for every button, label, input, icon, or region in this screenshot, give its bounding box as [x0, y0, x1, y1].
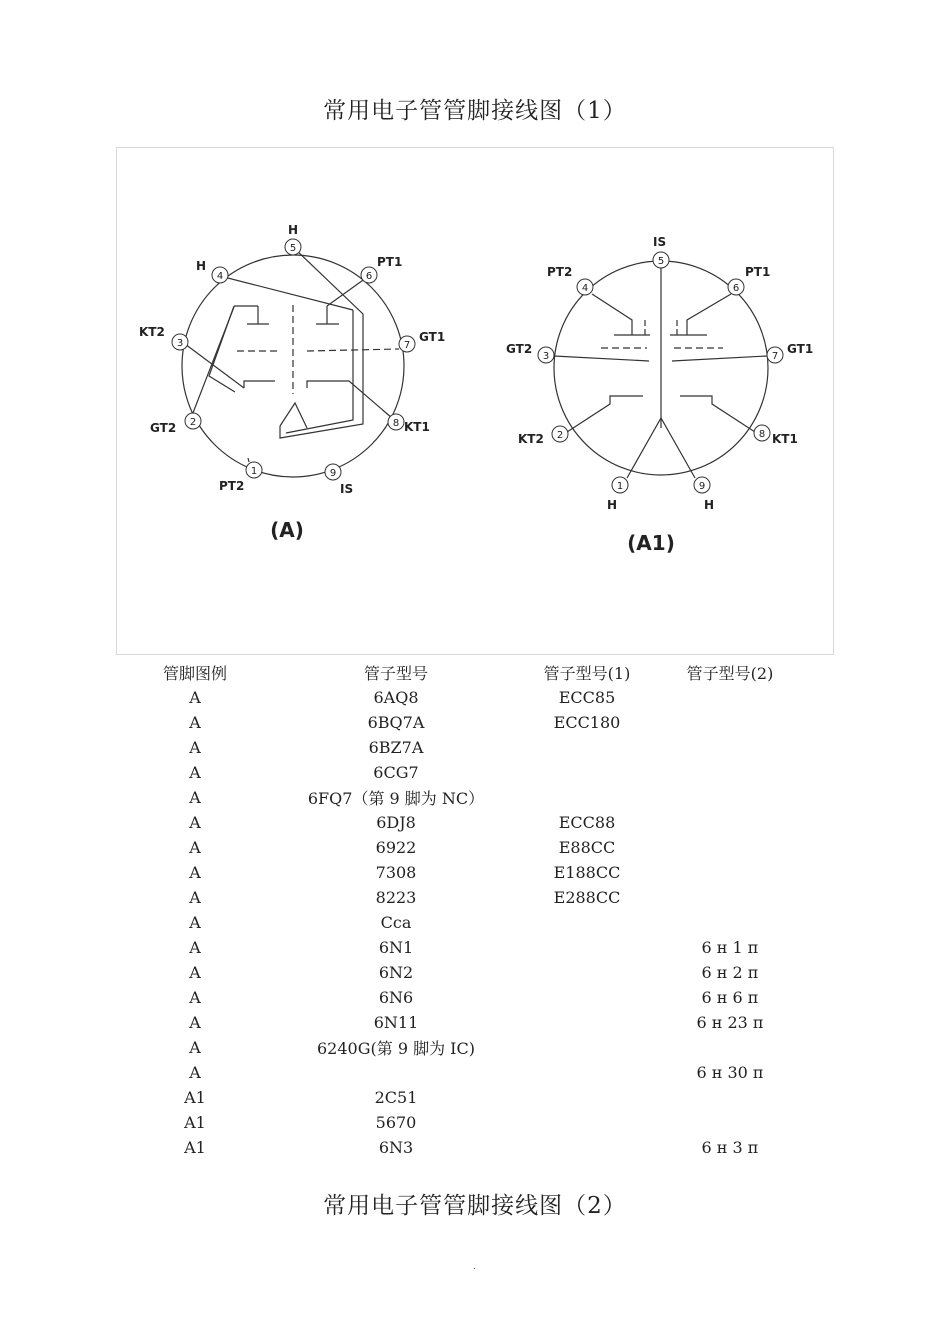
- pin-a1-3-label: GT2: [506, 342, 533, 356]
- table-cell: Cca: [380, 913, 412, 932]
- pin-a1-5-label: IS: [653, 235, 667, 249]
- table-row: [126, 835, 814, 860]
- table-cell: [528, 1035, 646, 1060]
- table-row: [126, 910, 814, 935]
- table-cell: [646, 760, 814, 785]
- table-cell: [646, 1110, 814, 1135]
- pin-a-8: [388, 414, 404, 430]
- table-cell: A: [189, 988, 201, 1007]
- pin-a-4: [212, 267, 228, 283]
- pin-a-4-label: H: [196, 259, 207, 273]
- pin-a-1: [246, 462, 262, 478]
- pin-a1-7-label: GT1: [787, 342, 814, 356]
- table-cell: 7308: [375, 863, 417, 882]
- pin-a-6-label: PT1: [377, 255, 403, 269]
- table-cell: A: [189, 813, 201, 832]
- pin-a1-2: [552, 426, 568, 442]
- table-cell: A: [189, 863, 201, 882]
- pin-a-1-label: PT2: [219, 479, 245, 493]
- table-cell: 6240G(第 9 脚为 IC): [317, 1039, 475, 1058]
- pin-a1-1: [612, 477, 628, 493]
- svg-text:6: 6: [732, 283, 740, 294]
- table-cell: ECC88: [558, 813, 616, 832]
- table-cell: 6CG7: [373, 763, 419, 782]
- table-cell: A: [189, 763, 201, 782]
- table-cell: A: [189, 888, 201, 907]
- table-cell: [528, 935, 646, 960]
- table-cell: A: [189, 1038, 201, 1057]
- pin-a1-4: [577, 279, 593, 295]
- table-row: [126, 685, 814, 710]
- pin-a-6: [361, 267, 377, 283]
- svg-text:2: 2: [189, 417, 197, 428]
- table-row: [126, 985, 814, 1010]
- table-cell: [528, 985, 646, 1010]
- table-cell: [646, 710, 814, 735]
- table-cell: 6922: [375, 838, 417, 857]
- table-cell: A1: [184, 1138, 206, 1157]
- table-cell: [528, 1010, 646, 1035]
- table-cell: [528, 1060, 646, 1085]
- pin-a1-8: [754, 425, 770, 441]
- table-cell: 6BQ7A: [367, 713, 425, 732]
- table-row: [126, 1035, 814, 1060]
- table-cell: 5670: [375, 1113, 417, 1132]
- svg-text:3: 3: [542, 351, 550, 362]
- header-tube-model-1: 管子型号(1): [543, 664, 631, 683]
- table-cell: 6 н 30 п: [696, 1063, 764, 1082]
- table-cell: 6N1: [378, 938, 414, 957]
- table-cell: [646, 860, 814, 885]
- table-cell: ECC180: [553, 713, 621, 732]
- table-cell: A: [189, 713, 201, 732]
- svg-text:5: 5: [289, 243, 297, 254]
- diagram-a-caption: (A): [270, 518, 304, 542]
- table-cell: 6N3: [378, 1138, 414, 1157]
- pin-a1-2-label: KT2: [518, 432, 544, 446]
- pin-a1-6-label: PT1: [745, 265, 771, 279]
- page-title-1: 常用电子管管脚接线图（1）: [323, 98, 627, 124]
- table-cell: 8223: [375, 888, 417, 907]
- table-cell: A: [189, 963, 201, 982]
- header-pin-diagram: 管脚图例: [162, 664, 227, 683]
- table-cell: [528, 735, 646, 760]
- table-header-row: [126, 660, 814, 685]
- table-cell: [646, 910, 814, 935]
- table-cell: [528, 760, 646, 785]
- table-cell: A: [189, 1063, 201, 1082]
- pin-a1-7: [767, 347, 783, 363]
- table-cell: 6AQ8: [373, 688, 419, 707]
- diagram-a1: [506, 235, 813, 555]
- table-cell: A: [189, 938, 201, 957]
- pin-a-7-label: GT1: [419, 330, 446, 344]
- pin-a1-8-label: KT1: [772, 432, 798, 446]
- page-title-2: 常用电子管管脚接线图（2）: [323, 1193, 627, 1219]
- table-cell: 6DJ8: [376, 813, 416, 832]
- table-cell: 6 н 2 п: [701, 963, 759, 982]
- pin-a-9-label: IS: [340, 482, 354, 496]
- table-body: [126, 685, 814, 1160]
- table-cell: E288CC: [553, 888, 621, 907]
- pin-a1-5: [653, 252, 669, 268]
- table-row: [126, 1010, 814, 1035]
- table-cell: [528, 1135, 646, 1160]
- table-cell: [528, 785, 646, 810]
- table-cell: [528, 1085, 646, 1110]
- table-cell: [528, 910, 646, 935]
- svg-text:7: 7: [403, 340, 411, 351]
- svg-text:4: 4: [581, 283, 589, 294]
- table-cell: [646, 835, 814, 860]
- header-tube-model-2: 管子型号(2): [686, 664, 774, 683]
- table-row: [126, 1110, 814, 1135]
- table-cell: [646, 685, 814, 710]
- pin-a-5-label: H: [288, 223, 299, 237]
- table-cell: 6 н 1 п: [701, 938, 759, 957]
- pin-a1-4-label: PT2: [547, 265, 573, 279]
- svg-text:9: 9: [329, 468, 337, 479]
- table-cell: A: [189, 1013, 201, 1032]
- pin-a-5: [285, 239, 301, 255]
- table-cell: [646, 735, 814, 760]
- table-row: [126, 860, 814, 885]
- table-cell: A: [189, 688, 201, 707]
- table-cell: [646, 785, 814, 810]
- table-row: [126, 1085, 814, 1110]
- table-row: [126, 885, 814, 910]
- svg-text:1: 1: [616, 481, 624, 492]
- svg-text:1: 1: [250, 466, 258, 477]
- pinout-diagrams: [117, 148, 835, 656]
- table-cell: 6 н 3 п: [701, 1138, 759, 1157]
- table-cell: [528, 1110, 646, 1135]
- table-cell: 6FQ7（第 9 脚为 NC）: [307, 789, 485, 808]
- table-cell: A: [189, 838, 201, 857]
- footer-mark: .: [473, 1262, 476, 1271]
- table-cell: A1: [184, 1113, 206, 1132]
- table-cell: 6BZ7A: [368, 738, 424, 757]
- pin-a-3: [172, 334, 188, 350]
- pin-a-9: [325, 464, 341, 480]
- header-tube-model: 管子型号: [363, 664, 428, 683]
- table-cell: [646, 1085, 814, 1110]
- table-cell: 6 н 6 п: [701, 988, 759, 1007]
- svg-text:8: 8: [758, 429, 766, 440]
- table-row: [126, 935, 814, 960]
- diagram-a: [139, 223, 445, 542]
- pin-a1-3: [538, 347, 554, 363]
- svg-text:3: 3: [176, 338, 184, 349]
- svg-text:5: 5: [657, 256, 665, 267]
- svg-text:8: 8: [392, 418, 400, 429]
- pin-a-2-label: GT2: [150, 421, 177, 435]
- table-row: [126, 735, 814, 760]
- table-cell: 6N2: [378, 963, 414, 982]
- table-row: [126, 785, 814, 810]
- table-cell: [528, 960, 646, 985]
- diagram-a1-caption: (A1): [627, 531, 675, 555]
- pin-a-8-label: KT1: [404, 420, 430, 434]
- pin-a-2: [185, 413, 201, 429]
- table-cell: ECC85: [558, 688, 616, 707]
- table-cell: [264, 1060, 528, 1085]
- pin-a-7: [399, 336, 415, 352]
- pinout-figure: [116, 147, 834, 655]
- table-cell: 6N11: [373, 1013, 419, 1032]
- pin-a1-1-label: H: [607, 498, 618, 512]
- table-cell: [646, 885, 814, 910]
- diagram-a-pins: [172, 239, 415, 480]
- pin-a1-9: [694, 477, 710, 493]
- table-cell: A: [189, 788, 201, 807]
- table-cell: [646, 1035, 814, 1060]
- table-row: [126, 760, 814, 785]
- table-cell: 6 н 23 п: [696, 1013, 764, 1032]
- table-row: [126, 960, 814, 985]
- svg-text:6: 6: [365, 271, 373, 282]
- pin-a1-9-label: H: [704, 498, 715, 512]
- table-cell: E188CC: [553, 863, 621, 882]
- table-row: [126, 810, 814, 835]
- table-cell: A: [189, 738, 201, 757]
- table-row: [126, 710, 814, 735]
- table-cell: 2C51: [374, 1088, 418, 1107]
- pin-a1-6: [728, 279, 744, 295]
- pin-a-3-label: KT2: [139, 325, 165, 339]
- table-cell: 6N6: [378, 988, 414, 1007]
- svg-text:7: 7: [771, 351, 779, 362]
- table-cell: A: [189, 913, 201, 932]
- table-row: [126, 1135, 814, 1160]
- table-row: [126, 1060, 814, 1085]
- table-cell: A1: [184, 1088, 206, 1107]
- tube-model-table: [126, 660, 814, 1160]
- svg-text:9: 9: [698, 481, 706, 492]
- table-cell: [646, 810, 814, 835]
- svg-text:4: 4: [216, 271, 224, 282]
- svg-text:2: 2: [556, 430, 564, 441]
- table-cell: E88CC: [558, 838, 616, 857]
